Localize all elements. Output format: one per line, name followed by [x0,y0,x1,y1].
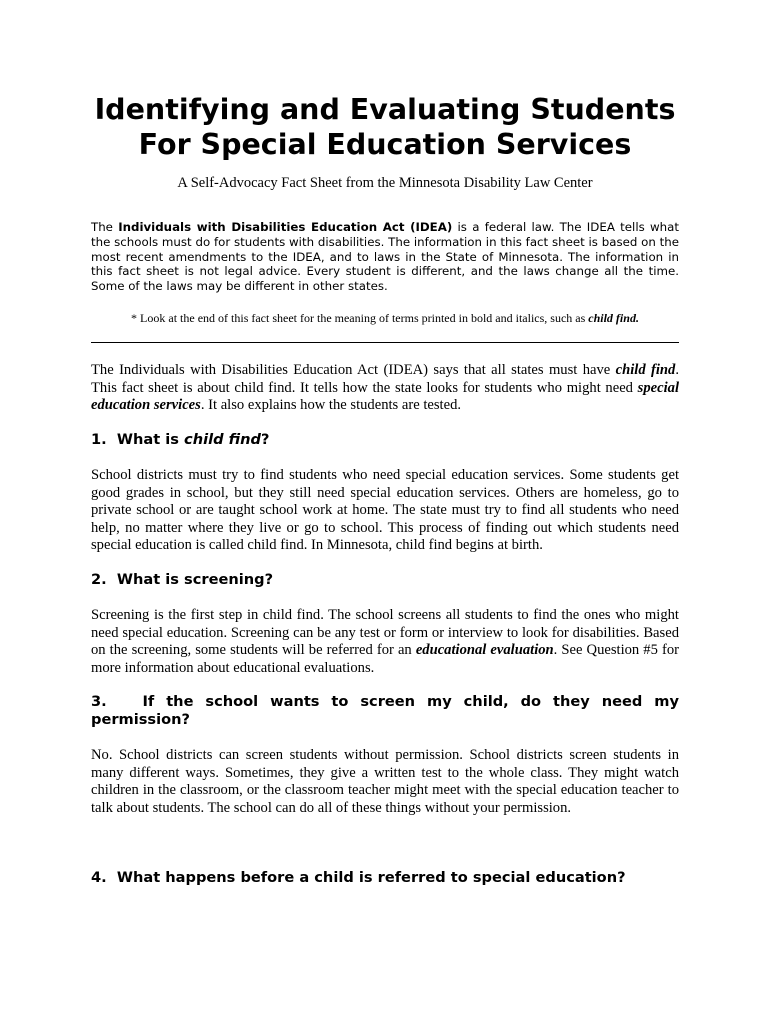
terms-note: * Look at the end of this fact sheet for the meaning of terms printed in bold and italics, such as child find. [131,311,639,325]
note-term: child find. [588,311,639,325]
opening-paragraph: The Individuals with Disabilities Education Act (IDEA) says that all states must have child find. This fact sheet is about child find. It tells how the state looks for students who might need special education services. It also explains how the students are tested. [91,362,680,413]
title-line-1: Identifying and Evaluating Students [94,93,676,126]
term-child-find: child find [615,362,676,378]
page-title [91,92,679,162]
divider-line [91,342,679,343]
term-educational-evaluation: educational evaluation [415,642,554,658]
idea-term: Individuals with Disabilities Education Act (IDEA) [118,220,453,234]
page-subtitle: A Self-Advocacy Fact Sheet from the Minnesota Disability Law Center [177,175,593,191]
title-line-2: For Special Education Services [138,128,632,161]
section-1-heading: 1. What is child find? [91,431,270,448]
term-special-education-services: special education services [91,379,679,413]
section-1-body: School districts must try to find students who need special education services. Some students get good grades in school, but they still need special education services. Others are homeless, go to private school or are taught school work at home. The state must try to find all students who need help, no matter where they live or go to school. This process of finding out which students need special education is called child find. In Minnesota, child find begins at birth. [91,467,679,553]
section-2-body: Screening is the first step in child find. The school screens all students to find the ones who might need special education. Screening can be any test or form or interview to look for disabilities. Based on the screening, some students will be referred for an educational evaluation. See Question #5 for more information about educational evaluations. [91,607,679,676]
intro-paragraph: The Individuals with Disabilities Education Act (IDEA) is a federal law. The IDEA tells what the schools must do for students with disabilities. The information in this fact sheet is based on the most recent amendments to the IDEA, and to laws in the State of Minnesota. The information in this fact sheet is not legal advice. Every student is different, and the laws change all the time. Some of the laws may be different in other states. [91,220,679,294]
section-3-heading: 3. If the school wants to screen my child, do they need my permission? [91,693,680,728]
section-4-heading: 4. What happens before a child is referred to special education? [91,869,626,886]
section-2-heading: 2. What is screening? [91,571,274,588]
section-3-body: No. School districts can screen students without permission. School districts screen students in many different ways. Sometimes, they give a written test to the whole class. They might watch children in the classroom, or the classroom teacher might meet with the special education teacher to talk about students. The school can do all of these things without your permission. [91,747,679,816]
